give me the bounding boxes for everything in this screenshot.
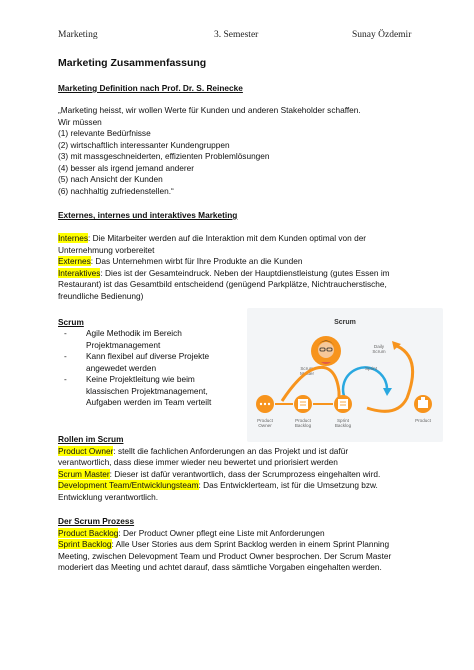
sb-text-cont: Meeting, zwischen Delevopment Team und Product Owner besprochen. Der Scrum Master <box>58 551 392 561</box>
sprint-backlog-icon <box>334 395 352 413</box>
scrum-diagram-svg <box>247 308 443 442</box>
interaktives-text-cont: freundliche Bedienung) <box>58 291 144 301</box>
externes-paragraph <box>58 256 302 267</box>
product-owner-label: Product <box>257 418 273 423</box>
dev-term: Development Team/Entwicklungsteam <box>58 480 199 490</box>
daily-scrum-arrow <box>364 346 413 411</box>
scrum-bullet: Kann flexibel auf diverse Projekte <box>86 351 210 361</box>
scrum-figure-title: Scrum <box>334 319 356 326</box>
sprint-backlog-label: Backlog <box>334 423 352 428</box>
pb-term: Product Backlog <box>58 528 119 538</box>
po-term: Product Owner <box>58 446 114 456</box>
sprint-label: Sprint <box>364 366 378 371</box>
scrum-bullet-cont: Projektmanagement <box>86 340 161 350</box>
scrum-bullet-cont: Aufgaben werden im Team verteilt <box>86 397 212 407</box>
header-center: 3. Semester <box>214 30 259 40</box>
definition-heading: Marketing Definition nach Prof. Dr. S. Reinecke <box>58 83 243 93</box>
sb-text: : Alle User Stories aus dem Sprint Backlog werden in einem Sprint Planning <box>111 539 390 549</box>
scrum-heading: Scrum <box>58 317 84 327</box>
sb-paragraph <box>58 539 389 550</box>
internes-text-cont: Unternehmung vorbereitet <box>58 245 155 255</box>
internes-text: : Die Mitarbeiter werden auf die Interaktion mit dem Kunden optimal von der <box>87 233 367 243</box>
product-icon <box>414 395 432 413</box>
sm-text: : Dieser ist dafür verantwortlich, dass der Scrumprozess eingehalten wird. <box>109 469 381 479</box>
arrowhead <box>383 388 392 396</box>
pb-text: : Der Product Owner pflegt eine Liste mit Anforderungen <box>118 528 325 538</box>
product-backlog-icon <box>294 395 312 413</box>
sb-text-cont: moderiert das Meeting und achtet darauf, dass sämtliche Vorgaben eingehalten werden. <box>58 562 382 572</box>
bullet-dash: - <box>64 351 67 361</box>
definition-line: Wir müssen <box>58 117 102 127</box>
prozess-heading: Der Scrum Prozess <box>58 516 135 526</box>
sprint-backlog-label: Sprint <box>336 418 350 423</box>
marketing-types-heading: Externes, internes und interaktives Marketing <box>58 210 238 220</box>
internes-term: Internes <box>58 233 88 243</box>
interaktives-text-cont: Restaurant) ist das Gesamtbild entscheidend (genügend Parkplätze, Nichtraucherstische, <box>58 279 387 289</box>
dev-text: : Das Entwicklerteam, ist für die Umsetzung bzw. <box>198 480 378 490</box>
dev-paragraph <box>58 480 378 491</box>
interaktives-term: Interaktives <box>58 268 101 278</box>
definition-line: „Marketing heisst, wir wollen Werte für Kunden und anderen Stakeholder schaffen. <box>58 105 361 115</box>
scrum-bullet-cont: angewedet werden <box>86 363 157 373</box>
sprint-cycle <box>343 367 387 402</box>
scrum-master-label: Scrum <box>300 366 314 371</box>
page-title: Marketing Zusammenfassung <box>58 57 207 69</box>
sm-paragraph <box>58 469 380 480</box>
daily-scrum-label: Scrum <box>372 349 386 354</box>
bullet-dash: - <box>64 328 67 338</box>
definition-line: (1) relevante Bedürfnisse <box>58 128 151 138</box>
product-owner-icon <box>256 395 274 413</box>
product-backlog-label: Product <box>295 418 311 423</box>
product-label: Product <box>415 418 431 423</box>
sb-term: Sprint Backlog <box>58 539 112 549</box>
po-text-cont: verantwortlich, dass diese immer wieder neu bewertet und priorisiert werden <box>58 457 338 467</box>
scrum-master-icon <box>311 336 341 366</box>
definition-line: (4) besser als irgend jemand anderer <box>58 163 195 173</box>
definition-line: (6) nachhaltig zufriedenstellen.“ <box>58 186 174 196</box>
header-left: Marketing <box>58 30 98 40</box>
interaktives-text: : Dies ist der Gesamteindruck. Neben der Hauptdienstleistung (gutes Essen im <box>100 268 390 278</box>
scrum-diagram <box>247 308 443 442</box>
definition-line: (3) mit massgeschneiderten, effizienten Problemlösungen <box>58 151 270 161</box>
po-text: : stellt die fachlichen Anforderungen an das Projekt und ist dafür <box>113 446 349 456</box>
daily-scrum-label: Daily <box>373 344 385 349</box>
externes-text: : Das Unternehmen wirbt für Ihre Produkte an die Kunden <box>90 256 303 266</box>
internes-paragraph <box>58 233 366 244</box>
definition-line: (2) wirtschaftlich interessanter Kundengruppen <box>58 140 230 150</box>
scrum-master-label: Master <box>299 371 315 376</box>
po-paragraph <box>58 446 348 457</box>
scrum-bullet: Agile Methodik im Bereich <box>86 328 182 338</box>
externes-term: Externes <box>58 256 91 266</box>
sm-term: Scrum Master <box>58 469 110 479</box>
dev-text-cont: Entwicklung verantwortlich. <box>58 492 159 502</box>
scrum-bullet: Keine Projektleitung wie beim <box>86 374 195 384</box>
header-right: Sunay Özdemir <box>352 30 412 40</box>
product-owner-label: Owner <box>258 423 272 428</box>
scrum-bullet-cont: klassischen Projektmanagement, <box>86 386 208 396</box>
bullet-dash: - <box>64 374 67 384</box>
product-backlog-label: Backlog <box>294 423 312 428</box>
definition-line: (5) nach Ansicht der Kunden <box>58 174 163 184</box>
rollen-heading: Rollen im Scrum <box>58 434 124 444</box>
interaktives-paragraph <box>58 268 390 279</box>
pb-paragraph <box>58 528 325 539</box>
